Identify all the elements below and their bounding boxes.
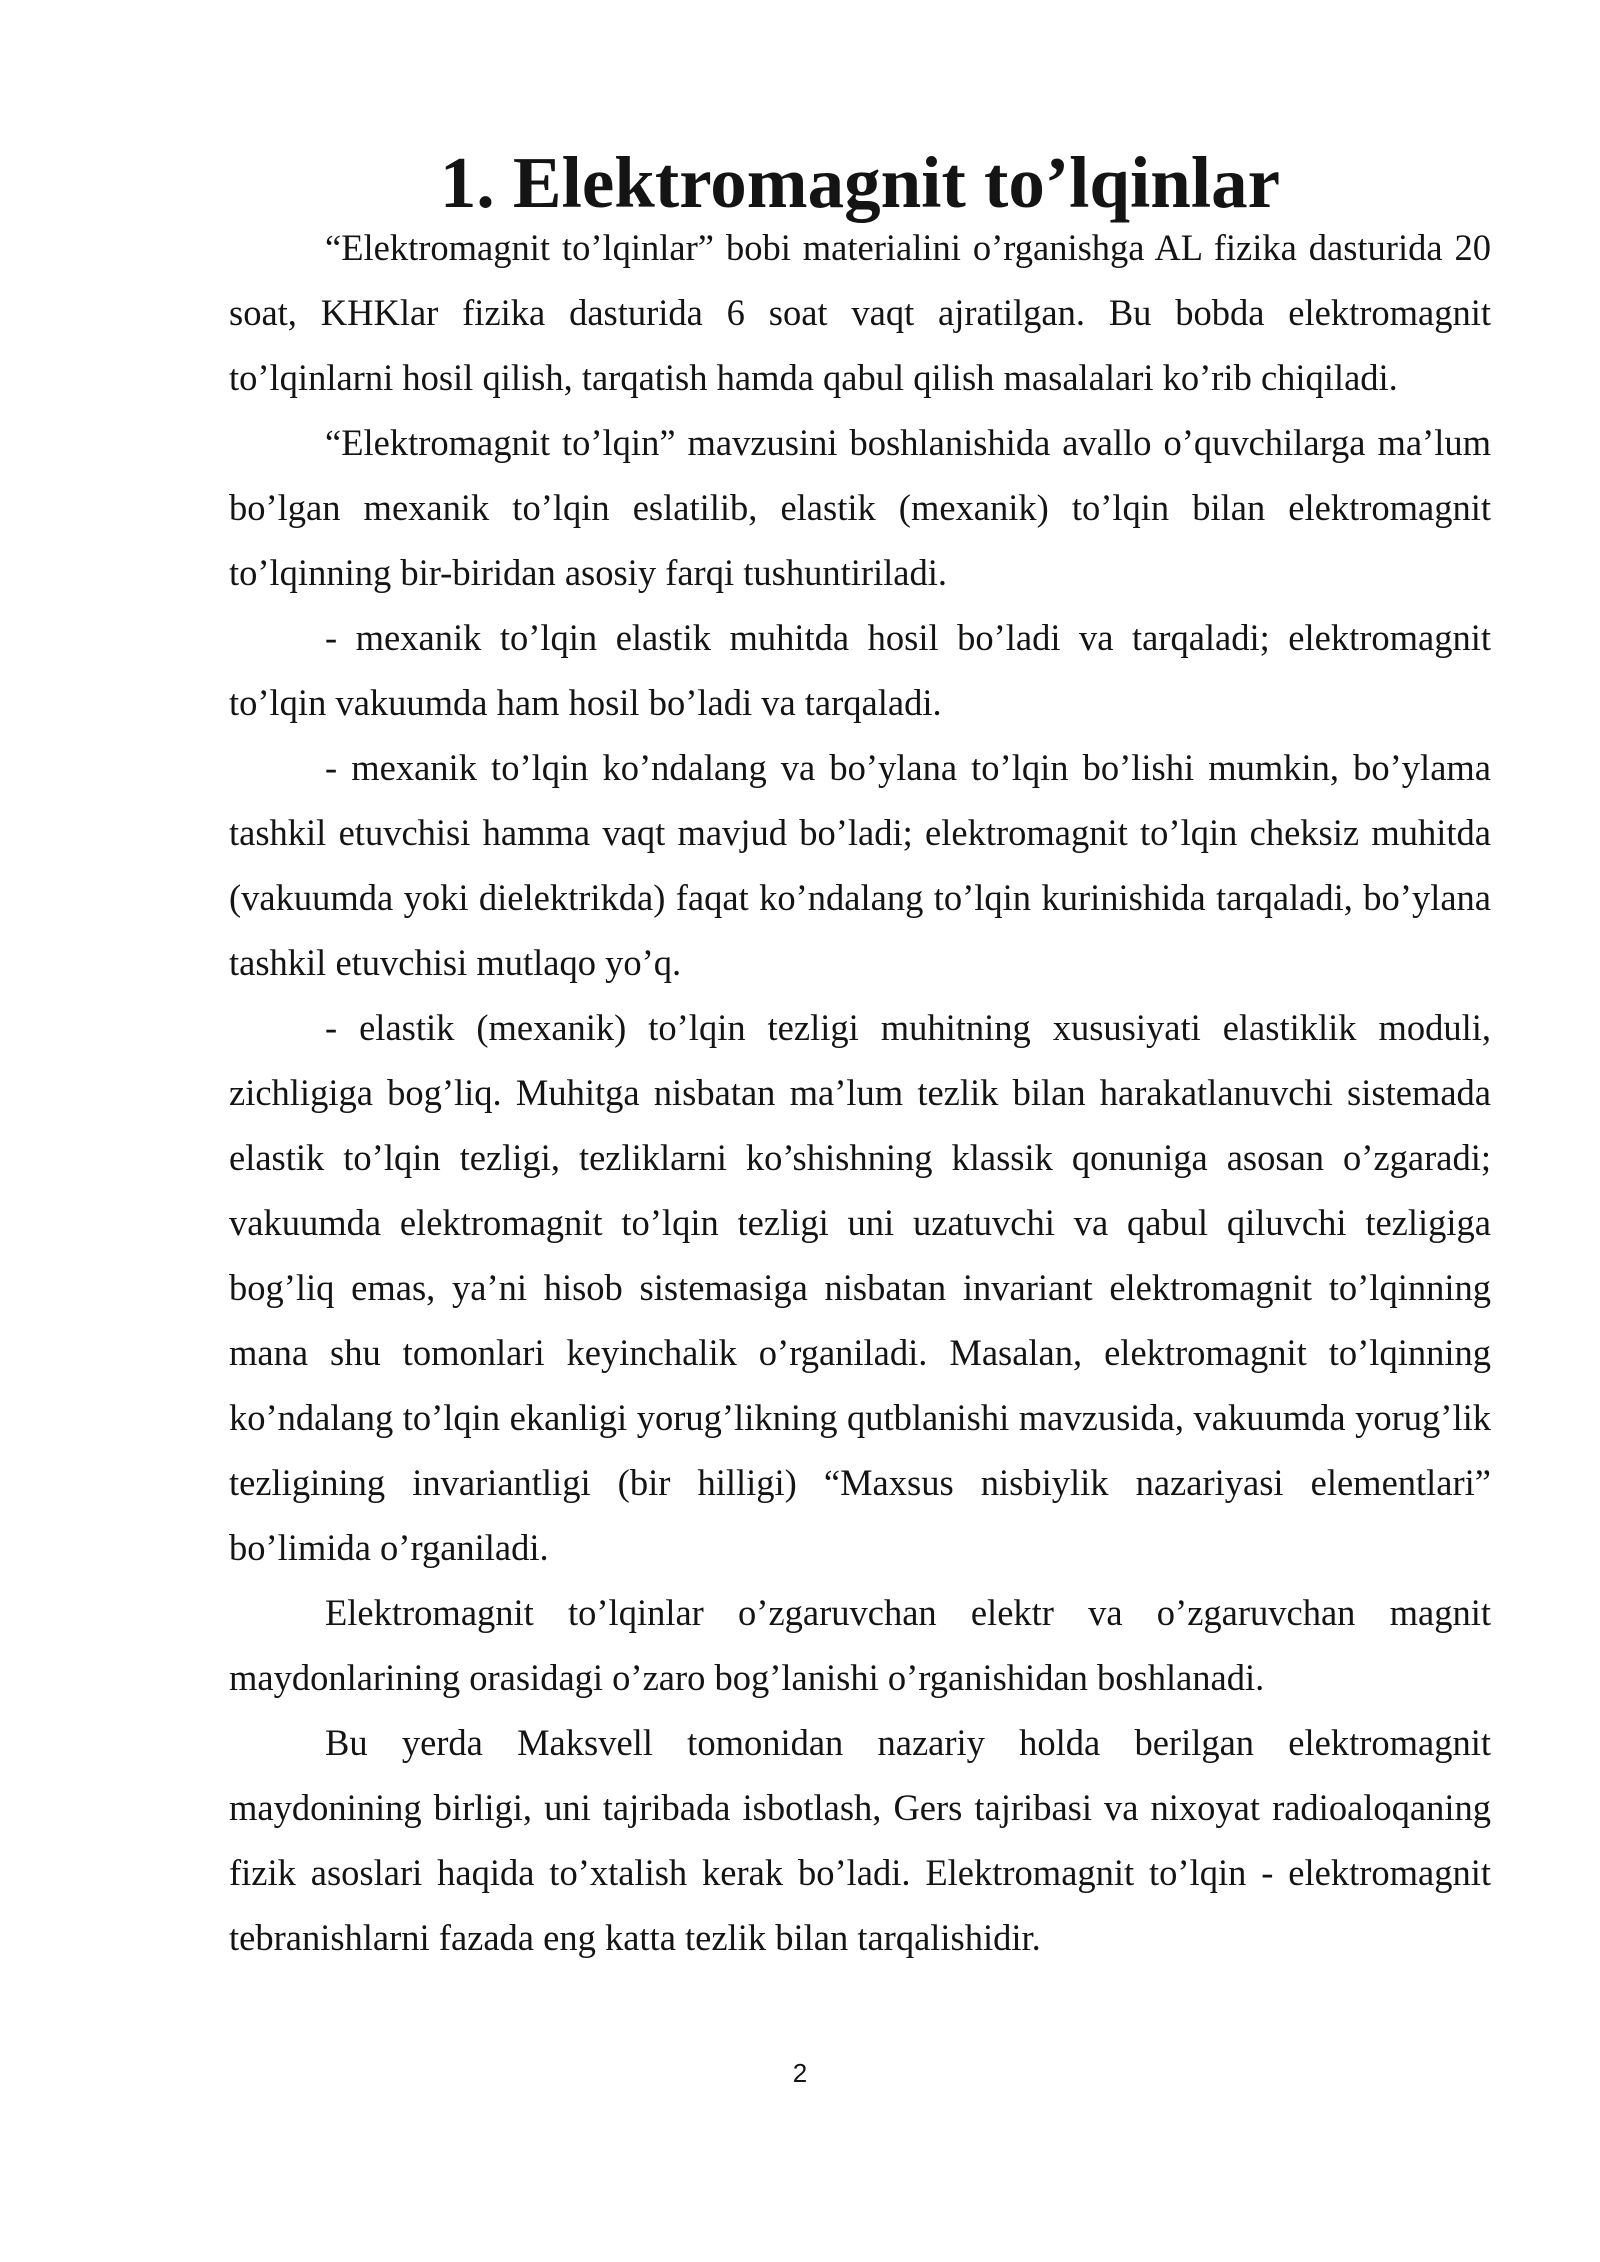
paragraph-maxwell: Bu yerda Maksvell tomonidan nazariy holda berilgan elektromagnit maydonining birligi, uni tajribada isbotlash, Gers tajribasi va nixoyat radioaloqaning fizik asoslari haqida to’xtalish kerak bo’ladi. Elektromagnit to’lqin - elektromagnit tebranishlarni fazada eng katta tezlik bilan tarqalishidir.: [229, 1722, 1491, 1958]
section-title: 1. Elektromagnit to’lqinlar: [439, 142, 1281, 223]
paragraph-difference-medium: - mexanik to’lqin elastik muhitda hosil bo’ladi va tarqaladi; elektromagnit to’lqin vakuumda ham hosil bo’ladi va tarqaladi.: [229, 617, 1491, 723]
document-body: [229, 142, 1491, 1970]
paragraph-difference-polarity: - mexanik to’lqin ko’ndalang va bo’ylana to’lqin bo’lishi mumkin, bo’ylama tashkil etuvchisi hamma vaqt mavjud bo’ladi; elektromagnit to’lqin cheksiz muhitda (vakuumda yoki dielektrikda) faqat ko’ndalang to’lqin kurinishida tarqaladi, bo’ylana tashkil etuvchisi mutlaqo yo’q.: [229, 747, 1491, 983]
page-number: 2: [792, 2058, 808, 2088]
paragraph-field-relation: Elektromagnit to’lqinlar o’zgaruvchan elektr va o’zgaruvchan magnit maydonlarining orasidagi o’zaro bog’lanishi o’rganishidan boshlanadi.: [229, 1592, 1491, 1698]
paragraph-difference-speed: - elastik (mexanik) to’lqin tezligi muhitning xususiyati elastiklik moduli, zichligiga bog’liq. Muhitga nisbatan ma’lum tezlik bilan harakatlanuvchi sistemada elastik to’lqin tezligi, tezliklarni ko’shishning klassik qonuniga asosan o’zgaradi; vakuumda elektromagnit to’lqin tezligi uni uzatuvchi va qabul qiluvchi tezligiga bog’liq emas, ya’ni hisob sistemasiga nisbatan invariant elektromagnit to’lqinning mana shu tomonlari keyinchalik o’rganiladi. Masalan, elektromagnit to’lqinning ko’ndalang to’lqin ekanligi yorug’likning qutblanishi mavzusida, vakuumda yorug’lik tezligining invariantligi (bir hilligi) “Maxsus nisbiylik nazariyasi elementlari” bo’limida o’rganiladi.: [229, 1007, 1491, 1568]
paragraph-intro: “Elektromagnit to’lqinlar” bobi materialini o’rganishga AL fizika dasturida 20 soat, KHKlar fizika dasturida 6 soat vaqt ajratilgan. Bu bobda elektromagnit to’lqinlarni hosil qilish, tarqatish hamda qabul qilish masalalari ko’rib chiqiladi.: [229, 227, 1491, 398]
paragraph-topic-start: “Elektromagnit to’lqin” mavzusini boshlanishida avallo o’quvchilarga ma’lum bo’lgan mexanik to’lqin eslatilib, elastik (mexanik) to’lqin bilan elektromagnit to’lqinning bir-biridan asosiy farqi tushuntiriladi.: [229, 422, 1491, 593]
